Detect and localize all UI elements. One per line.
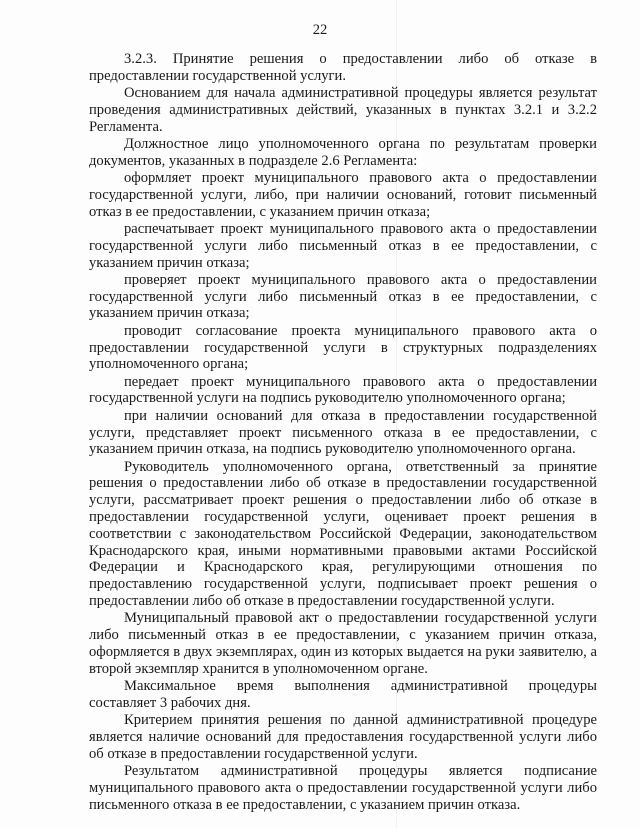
list-item-submit-refusal: при наличии оснований для отказа в предоставлении государственной услуги, представляет проект письменного отказа в ее предоставлении, с указанием причин отказа, на подпись руководителю уполномоченного органа.: [89, 407, 597, 458]
page-number: 22: [312, 22, 328, 38]
paragraph-basis: Основанием для начала административной процедуры является результат проведения административных действий, указанных в пунктах 3.2.1 и 3.2.2 Регламента.: [89, 85, 597, 135]
paragraph-act-copies: Муниципальный правовой акт о предоставлении государственной услуги либо письменный отказ в ее предоставлении, с указанием причин отказа, оформляется в двух экземплярах, один из которых выдается на руки заявителю, а второй экземпляр хранится в уполномоченном органе.: [89, 610, 597, 677]
section-heading-3-2-3: 3.2.3. Принятие решения о предоставлении либо об отказе в предоставлении государственной услуги.: [89, 51, 597, 84]
paragraph-official-duties: Должностное лицо уполномоченного органа по результатам проверки документов, указанных в подразделе 2.6 Регламента:: [89, 135, 597, 169]
paragraph-head-decision: Руководитель уполномоченного органа, ответственный за принятие решения о предоставлении либо об отказе в предоставлении государственной услуги, рассматривает проект решения о предоставлении либо об отказе в предоставлении государственной услуги, оценивает проект решения в соответствии с законодательством Российской Федерации, законодательством Краснодарского края, иными нормативными правовыми актами Российской Федерации и Краснодарского края, регулирующими отношения по предоставлению государственной услуги, подписывает проект решения о предоставлении либо об отказе в предоставлении государственной услуги.: [89, 458, 597, 609]
list-item-draft-act: оформляет проект муниципального правового акта о предоставлении государственной услуги, либо, при наличии оснований, готовит письменный отказ в ее предоставлении, с указанием причин отказа;: [89, 170, 597, 220]
paragraph-result: Результатом административной процедуры является подписание муниципального правового акта о предоставлении государственной услуги либо письменного отказа в ее предоставлении, с указанием причин отказа.: [89, 762, 597, 813]
paragraph-max-time: Максимальное время выполнения административной процедуры составляет 3 рабочих дня.: [89, 677, 597, 711]
paragraph-criterion: Критерием принятия решения по данной административной процедуре является наличие оснований для предоставления государственной услуги либо об отказе в предоставлении государственной услуги.: [89, 712, 597, 762]
document-body: [89, 51, 597, 814]
list-item-print-act: распечатывает проект муниципального правового акта о предоставлении государственной услуги либо письменный отказ в ее предоставлении, с указанием причин отказа;: [89, 220, 597, 271]
list-item-approve-act: проводит согласование проекта муниципального правового акта о предоставлении государственной услуги в структурных подразделениях уполномоченного органа;: [89, 322, 597, 373]
list-item-submit-act: передает проект муниципального правового акта о предоставлении государственной услуги на подпись руководителю уполномоченного органа;: [89, 373, 597, 407]
list-item-check-act: проверяет проект муниципального правового акта о предоставлении государственной услуги либо письменный отказ в ее предоставлении, с указанием причин отказа;: [89, 271, 597, 322]
